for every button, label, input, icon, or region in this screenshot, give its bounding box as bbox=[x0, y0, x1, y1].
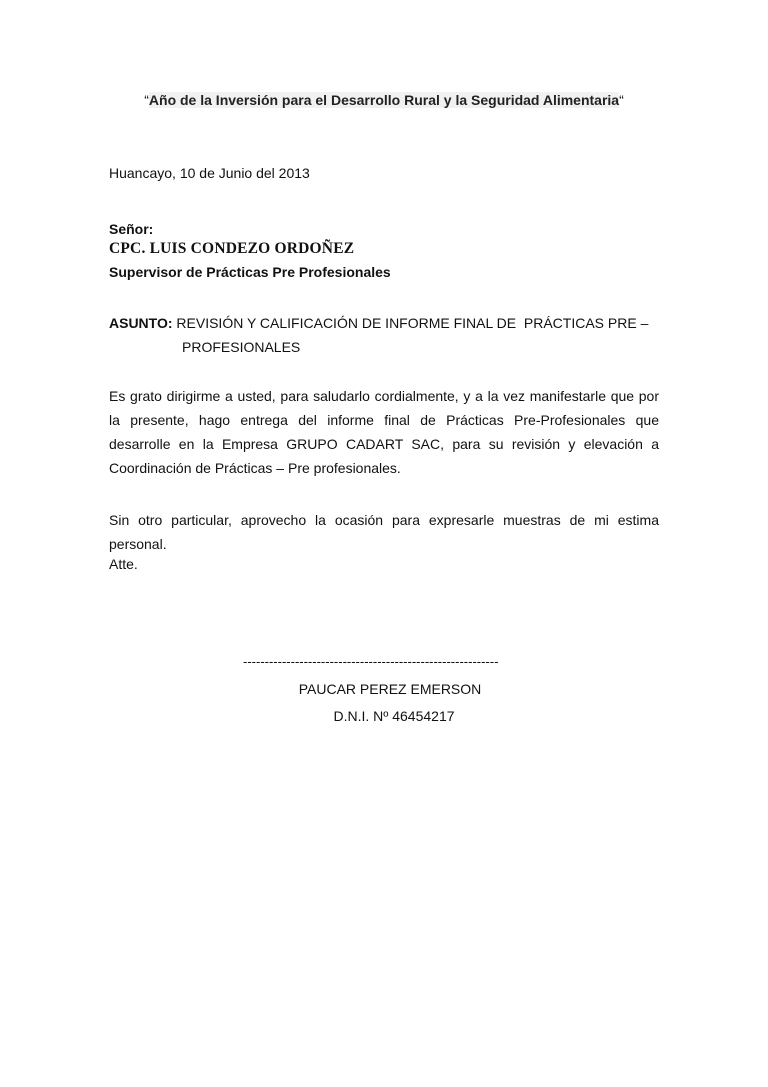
motto-close-quote: “ bbox=[619, 92, 624, 108]
motto-text: Año de la Inversión para el Desarrollo Rural y la Seguridad Alimentaria bbox=[148, 92, 620, 108]
salutation: Señor: bbox=[109, 221, 154, 237]
signer-name: PAUCAR PEREZ EMERSON bbox=[298, 681, 482, 697]
subject-line bbox=[109, 315, 669, 331]
closing: Atte. bbox=[109, 556, 138, 572]
recipient-role: Supervisor de Prácticas Pre Profesionales bbox=[109, 264, 391, 280]
subject-continuation: PROFESIONALES bbox=[182, 339, 301, 355]
year-motto bbox=[0, 92, 768, 108]
place-and-date: Huancayo, 10 de Junio del 2013 bbox=[109, 165, 310, 181]
body-paragraph-2: Sin otro particular, aprovecho la ocasión para expresarle muestras de mi estima personal. bbox=[109, 512, 659, 552]
subject-label: ASUNTO: bbox=[109, 315, 173, 331]
recipient-name: CPC. LUIS CONDEZO ORDOÑEZ bbox=[109, 240, 355, 257]
motto-open-quote: “ bbox=[144, 92, 149, 108]
subject-text: REVISIÓN Y CALIFICACIÓN DE INFORME FINAL DE PRÁCTICAS PRE – bbox=[172, 315, 649, 331]
body-paragraph-1: Es grato dirigirme a usted, para saludarlo cordialmente, y a la vez manifestarle que por la presente, hago entrega del informe final de Prácticas Pre-Profesionales que desarrolle en la Empresa GRUPO CADART SAC, para su revisión y elevación a Coordinación de Prácticas – Pre profesionales. bbox=[109, 388, 659, 476]
signature-line: ----------------------------------------------------------- bbox=[243, 654, 499, 669]
signer-dni: D.N.I. Nº 46454217 bbox=[333, 708, 455, 724]
